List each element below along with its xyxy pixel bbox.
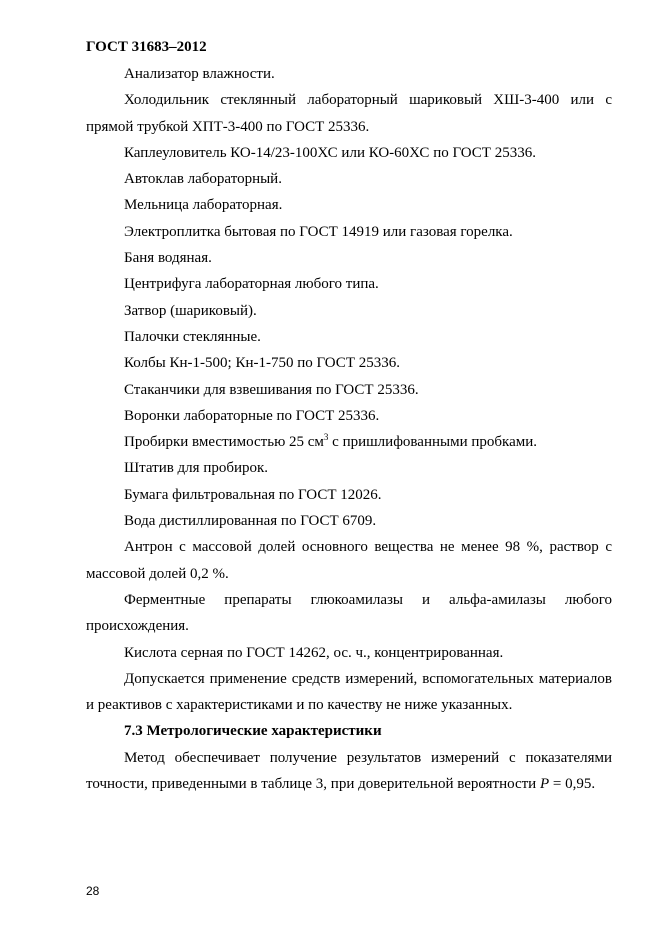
paragraph: Колбы Кн-1-500; Кн-1-750 по ГОСТ 25336. bbox=[124, 355, 400, 372]
document-body bbox=[86, 61, 612, 797]
paragraph: Анализатор влажности. bbox=[124, 66, 275, 82]
method-text: Метод обеспечивает получение результатов измерений с показателями точности, приведенными в таблице 3, при доверительной вероятности bbox=[86, 749, 612, 793]
paragraph: Центрифуга лабораторная любого типа. bbox=[124, 276, 379, 293]
paragraph: Антрон с массовой долей основного вещества не менее 98 %, раствор с массовой долей 0,2 %. bbox=[86, 539, 612, 582]
page-number: 28 bbox=[86, 884, 100, 898]
paragraph: Кислота серная по ГОСТ 14262, ос. ч., концентрированная. bbox=[124, 644, 504, 661]
paragraph: Каплеуловитель КО-14/23-100ХС или КО-60ХС по ГОСТ 25336. bbox=[124, 144, 536, 161]
paragraph: Бумага фильтровальная по ГОСТ 12026. bbox=[124, 486, 382, 503]
paragraph: Палочки стеклянные. bbox=[124, 328, 261, 345]
paragraph: Допускается применение средств измерений, вспомогательных материалов и реактивов с характеристиками и по качеству не ниже указанных. bbox=[86, 670, 612, 714]
paragraph: Мельница лабораторная. bbox=[124, 197, 283, 214]
paragraph: Автоклав лабораторный. bbox=[124, 171, 282, 188]
paragraph: Стаканчики для взвешивания по ГОСТ 25336. bbox=[124, 381, 419, 398]
test-tubes-text-end: с пришлифованными пробками. bbox=[328, 434, 538, 451]
test-tubes-text: Пробирки вместимостью 25 см bbox=[124, 434, 324, 451]
method-text-end: = 0,95. bbox=[549, 776, 596, 793]
paragraph: Воронки лабораторные по ГОСТ 25336. bbox=[124, 407, 380, 424]
superscript: 3 bbox=[323, 432, 329, 443]
paragraph: Электроплитка бытовая по ГОСТ 14919 или газовая горелка. bbox=[124, 223, 513, 240]
paragraph-test-tubes bbox=[86, 429, 612, 455]
document-header: ГОСТ 31683–2012 bbox=[86, 39, 207, 55]
paragraph: Вода дистиллированная по ГОСТ 6709. bbox=[124, 513, 377, 530]
probability-variable: P bbox=[539, 776, 550, 793]
paragraph: Ферментные препараты глюкоамилазы и альфа-амилазы любого происхождения. bbox=[86, 591, 612, 635]
section-heading: 7.3 Метрологические характеристики bbox=[124, 723, 382, 740]
paragraph: Затвор (шариковый). bbox=[124, 302, 257, 319]
paragraph: Штатив для пробирок. bbox=[124, 460, 269, 477]
paragraph: Холодильник стеклянный лабораторный шариковый ХШ-3-400 или с прямой трубкой ХПТ-3-400 по ГОСТ 25336. bbox=[86, 92, 612, 135]
paragraph: Баня водяная. bbox=[124, 250, 212, 267]
paragraph-method bbox=[86, 745, 612, 798]
